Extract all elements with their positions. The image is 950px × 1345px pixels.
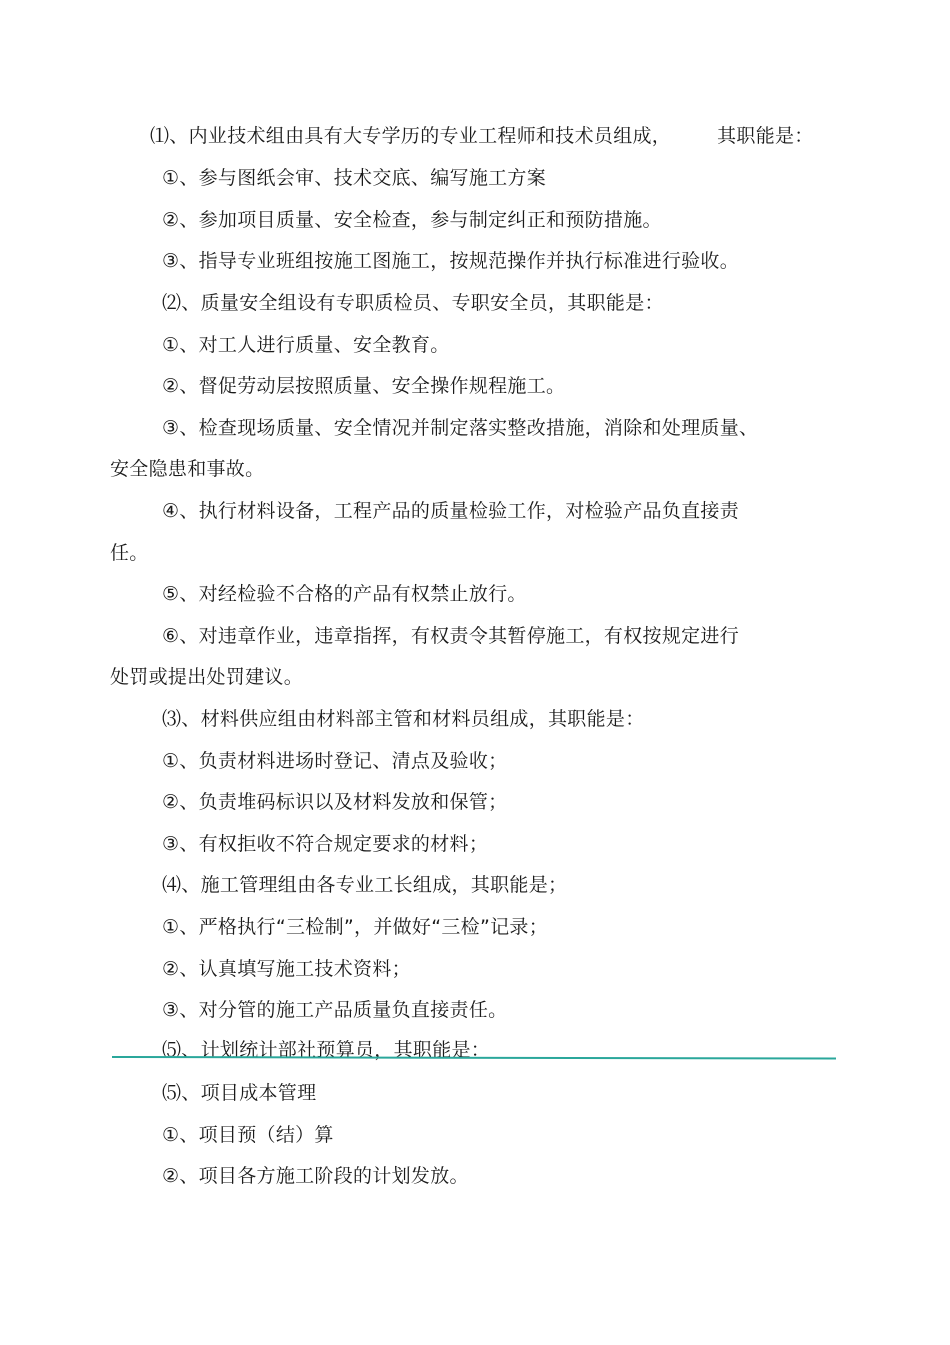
paragraph-line-continuation: 安全隐患和事故。 [110, 458, 265, 480]
paragraph-line: ③、有权拒收不符合规定要求的材料； [162, 833, 489, 855]
paragraph-line: ①、项目预（结）算 [162, 1124, 334, 1146]
paragraph-line: ②、参加项目质量、安全检查，参与制定纠正和预防措施。 [162, 209, 662, 231]
section-5-cost-heading: ⑸、项目成本管理 [162, 1082, 317, 1104]
section-3-heading: ⑶、材料供应组由材料部主管和材料员组成，其职能是： [162, 708, 645, 730]
paragraph-line: ②、认真填写施工技术资料； [162, 958, 411, 980]
paragraph-line: ①、对工人进行质量、安全教育。 [162, 334, 450, 356]
paragraph-line: ④、执行材料设备，工程产品的质量检验工作，对检验产品负直接责 [162, 500, 740, 522]
section-2-heading: ⑵、质量安全组设有专职质检员、专职安全员，其职能是： [162, 292, 664, 314]
paragraph-line-continuation: 处罚或提出处罚建议。 [110, 666, 304, 688]
section-1-heading-text: ⑴、内业技术组由具有大专学历的专业工程师和技术员组成， [150, 125, 672, 147]
paragraph-line: ⑥、对违章作业，违章指挥，有权责令其暂停施工，有权按规定进行 [162, 625, 740, 647]
paragraph-line-continuation: 任。 [110, 542, 149, 564]
paragraph-line: ⑤、对经检验不合格的产品有权禁止放行。 [162, 583, 527, 605]
paragraph-line: ①、严格执行“三检制”，并做好“三检”记录； [162, 916, 549, 938]
section-1-heading [150, 123, 814, 149]
paragraph-line: ①、负责材料进场时登记、清点及验收； [162, 750, 508, 772]
section-4-heading: ⑷、施工管理组由各专业工长组成，其职能是； [162, 874, 568, 896]
section-1-heading-tail: 其职能是： [717, 125, 814, 147]
section-5-heading: ⑸、计划统计部社预算员，其职能是： [162, 1039, 491, 1061]
paragraph-line: ②、项目各方施工阶段的计划发放。 [162, 1165, 469, 1187]
paragraph-line: ③、对分管的施工产品质量负直接责任。 [162, 999, 508, 1021]
paragraph-line: ②、督促劳动层按照质量、安全操作规程施工。 [162, 375, 566, 397]
paragraph-line: ②、负责堆码标识以及材料发放和保管； [162, 791, 508, 813]
paragraph-line: ①、参与图纸会审、技术交底、编写施工方案 [162, 167, 547, 189]
paragraph-line: ③、检查现场质量、安全情况并制定落实整改措施，消除和处理质量、 [162, 417, 759, 439]
paragraph-line: ③、指导专业班组按施工图施工，按规范操作并执行标准进行验收。 [162, 250, 740, 272]
